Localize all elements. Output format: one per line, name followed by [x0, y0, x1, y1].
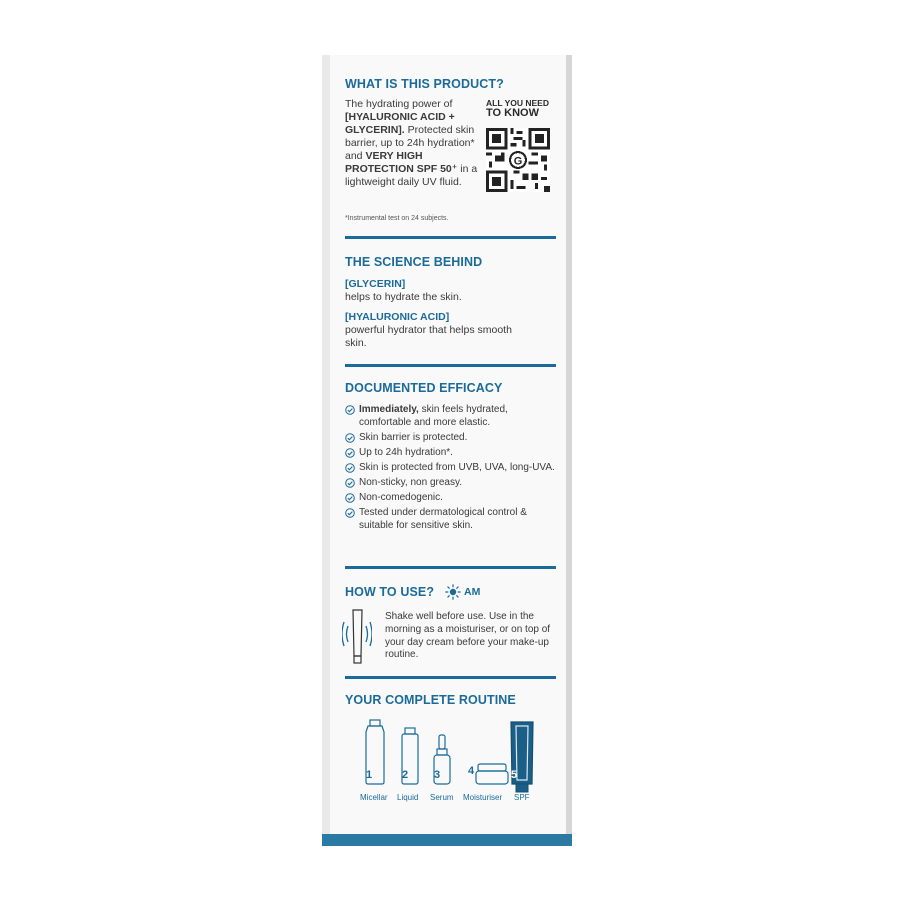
check-circle-icon [345, 405, 355, 415]
science-item-desc: helps to hydrate the skin. [345, 291, 462, 303]
routine-step-label: Moisturiser [463, 793, 503, 802]
how-to-text: Shake well before use. Use in the morning as a moisturiser, or on top of your day cream before your make-up routine. [385, 611, 551, 661]
qr-code-icon[interactable] [486, 128, 550, 192]
routine-step-num: 5 [511, 769, 518, 781]
qr-label [486, 98, 549, 118]
list-item [345, 432, 560, 445]
section-title-how-to: HOW TO USE? [345, 585, 435, 599]
science-item-desc: powerful hydrator that helps smooth skin. [345, 324, 512, 349]
check-circle-icon [345, 478, 355, 488]
list-item [345, 447, 560, 460]
product-mid: Protected skin barrier, up to 24h hydration* and [345, 124, 475, 162]
divider-1 [345, 236, 556, 239]
box-right-edge [566, 55, 572, 846]
routine-step-num: 2 [402, 769, 409, 781]
box-bottom-stripe [322, 834, 572, 846]
svg-text:G: G [513, 155, 523, 168]
routine-illustration [360, 718, 555, 798]
qr-label-line2: TO KNOW [486, 107, 539, 119]
check-circle-icon [345, 463, 355, 473]
list-item [345, 507, 560, 532]
divider-3 [345, 566, 556, 569]
am-indicator [445, 584, 480, 600]
qr-label-line1: ALL YOU NEED [486, 98, 549, 108]
list-item [345, 404, 560, 429]
divider-4 [345, 676, 556, 679]
efficacy-item-text: Non-comedogenic. [359, 492, 443, 504]
divider-2 [345, 364, 556, 367]
efficacy-item-text: Skin barrier is protected. [359, 431, 468, 443]
section-title-science: THE SCIENCE BEHIND [345, 255, 483, 269]
efficacy-item-text: Up to 24h hydration*. [359, 446, 453, 458]
product-protection: VERY HIGH PROTECTION SPF 50⁺ [345, 150, 458, 175]
list-item [345, 492, 560, 505]
routine-step-label: SPF [514, 793, 530, 802]
section-title-efficacy: DOCUMENTED EFFICACY [345, 381, 503, 395]
routine-step-label: Micellar [360, 793, 388, 802]
efficacy-item-text: Non-sticky, non greasy. [359, 476, 463, 488]
moisturiser-jar-icon [476, 764, 508, 784]
routine-step-num: 4 [468, 765, 475, 777]
product-intro: The hydrating power of [345, 98, 453, 110]
product-end: in a lightweight daily UV fluid. [345, 163, 478, 188]
section-title-product: WHAT IS THIS PRODUCT? [345, 77, 504, 91]
product-ingredients: [HYALURONIC ACID + GLYCERIN]. [345, 111, 455, 136]
check-circle-icon [345, 493, 355, 503]
check-circle-icon [345, 508, 355, 518]
sun-icon [445, 584, 461, 600]
check-circle-icon [345, 433, 355, 443]
efficacy-item-text: Tested under dermatological control & suitable for sensitive skin. [359, 507, 527, 531]
am-label: AM [464, 586, 481, 598]
efficacy-list [345, 404, 560, 535]
list-item [345, 462, 560, 475]
science-item [345, 278, 555, 304]
tube-shake-icon [342, 606, 372, 666]
spf-tube-icon [511, 722, 533, 792]
list-item [345, 477, 560, 490]
routine-step-label: Liquid [397, 793, 419, 802]
efficacy-first-rest: skin feels hydrated, comfortable and more elastic. [359, 404, 508, 428]
science-item-name: [HYALURONIC ACID] [345, 311, 450, 323]
section-title-routine: YOUR COMPLETE ROUTINE [345, 693, 516, 707]
science-item [345, 311, 533, 350]
product-description [345, 98, 483, 189]
routine-step-num: 3 [434, 769, 441, 781]
efficacy-item-text: Skin is protected from UVB, UVA, long-UVA. [359, 461, 555, 473]
product-footnote: *Instrumental test on 24 subjects. [345, 215, 449, 222]
check-circle-icon [345, 448, 355, 458]
efficacy-first-bold: Immediately, [359, 404, 419, 415]
routine-step-label: Serum [430, 793, 454, 802]
routine-step-num: 1 [366, 769, 373, 781]
science-item-name: [GLYCERIN] [345, 278, 406, 290]
